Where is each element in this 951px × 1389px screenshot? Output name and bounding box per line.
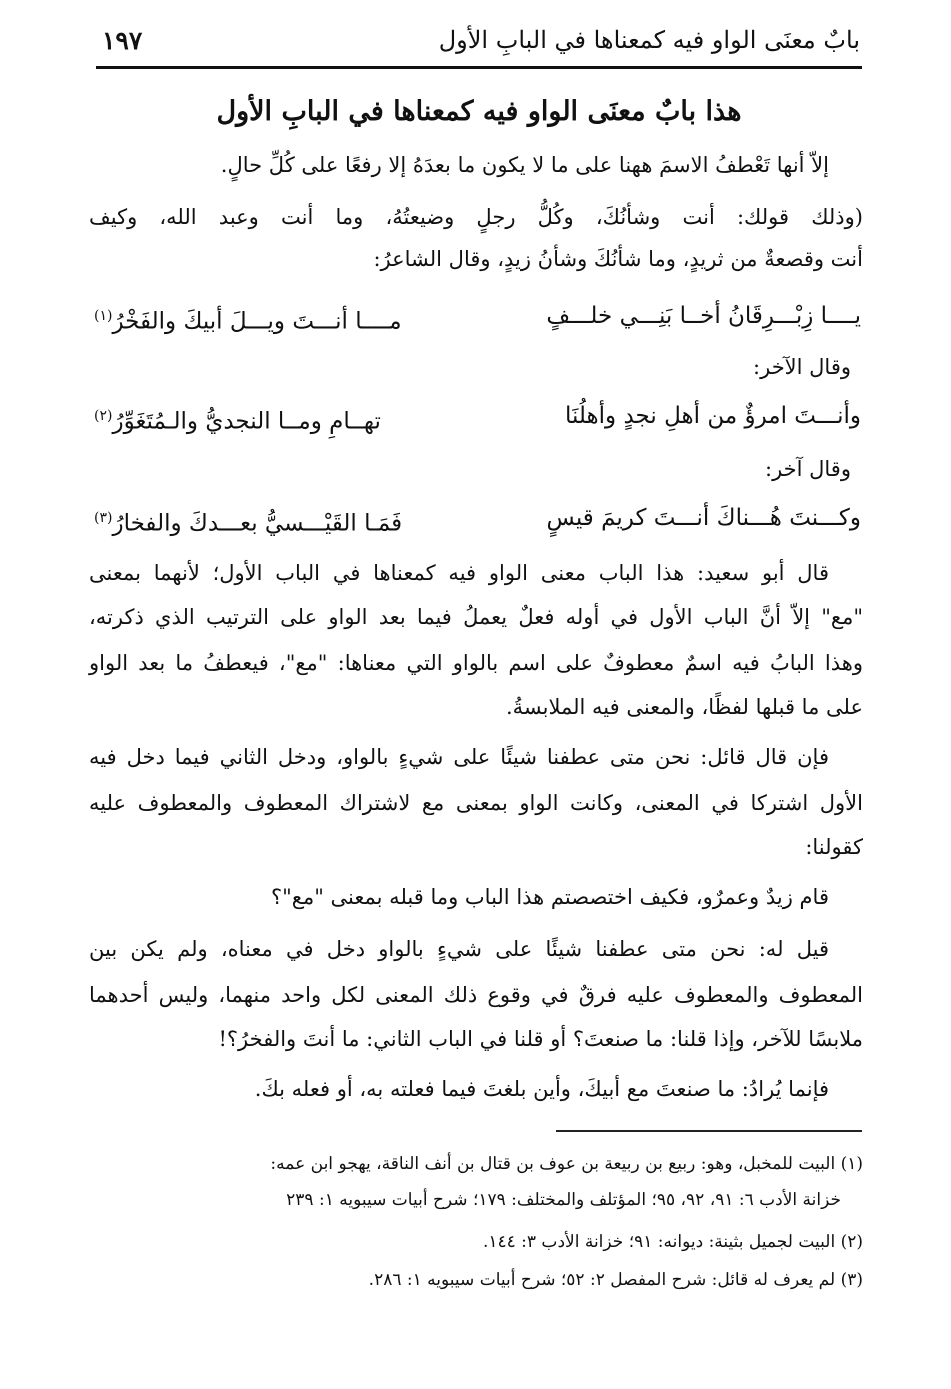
- footnote-1-line-2: خزانة الأدب ٦: ٩١، ٩٢، ٩٥؛ المؤتلف والمختلف: ١٧٩؛ شرح أبيات سيبويه ١: ٢٣٩: [286, 1190, 841, 1210]
- footnote-2: (٢) البيت لجميل بثينة: ديوانه: ٩١؛ خزانة الأدب ٣: ١٤٤.: [482, 1232, 863, 1252]
- said-other-1: وقال الآخر:: [753, 355, 851, 379]
- verse-2-first-hemistich: وأنـــتَ امرؤٌ من أهلِ نجدٍ وأهلُنَا: [564, 403, 861, 429]
- footnote-3: (٣) لم يعرف له قائل: شرح المفصل ٢: ٥٢؛ شرح أبيات سيبويه ١: ٢٨٦.: [368, 1270, 863, 1290]
- verse-2-second-hemistich: [94, 398, 381, 440]
- para-2-line-2: الأول اشتركا في المعنى، وكانت الواو بمعنى مع لاشتراك المعطوف والمعطوف عليه: [89, 791, 863, 815]
- footnote-ref-2: (٢): [94, 408, 113, 424]
- verse-1-second-hemistich: [94, 298, 402, 340]
- para-3-line-1: قيل له: نحن متى عطفنا شيئًا على شيءٍ بالواو دخل في معناه، ولم يكن بين: [89, 937, 829, 961]
- footnote-1-line-1: (١) البيت للمخبل، وهو: ربيع بن ربيعة بن عوف بن قتال بن أنف الناقة، يهجو ابن عمه:: [270, 1154, 863, 1174]
- running-title: بابٌ معنَى الواو فيه كمعناها في البابِ الأول: [438, 26, 860, 54]
- chapter-heading: هذا بابٌ معنَى الواو فيه كمعناها في البابِ الأول: [216, 96, 742, 127]
- para-1-line-3: وهذا البابُ فيه اسمٌ معطوفٌ على اسم بالواو التي معناها: "مع"، فيعطفُ ما بعد الواو: [89, 651, 863, 675]
- para-2-line-1: فإن قال قائل: نحن متى عطفنا شيئًا على شيءٍ بالواو، ودخل الثاني فيما دخل فيه: [89, 745, 829, 769]
- footnote-ref-3: (٣): [94, 510, 113, 526]
- verse-1-first-hemistich: يــــا زِبْـــرِقَانُ أخــا بَنِـــي خلـــفٍ: [546, 303, 861, 329]
- intro-line-3: أنت وقصعةٌ من ثريدٍ، وما شأنُكَ وشأنُ زيدٍ، وقال الشاعرُ:: [373, 247, 863, 271]
- verse-3-first-hemistich: وكـــنتَ هُـــناكَ أنـــتَ كريمَ قيسٍ: [546, 505, 861, 531]
- para-2-line-3: كقولنا:: [805, 835, 863, 859]
- header-rule: [96, 66, 862, 69]
- example-line: قام زيدٌ وعمرٌو، فكيف اختصصتم هذا الباب وما قبله بمعنى "مع"؟: [270, 885, 829, 909]
- verse-3-second-hemistich: [94, 500, 402, 542]
- intro-line-1: إلاّ أنها تَعْطفُ الاسمَ ههنا على ما لا يكون ما بعدَهُ إلا رفعًا على كُلِّ حالٍ.: [220, 153, 829, 177]
- verse-1-second-text: مــــا أنـــتَ ويـــلَ أبيكَ والفَخْرُ: [112, 308, 402, 335]
- intro-line-2: (وذلك قولك: أنت وشأنُكَ، وكُلُّ رجلٍ وضيعتُهُ، وما أنت وعبد الله، وكيف: [89, 205, 863, 229]
- verse-3-second-text: فَمَـا القَيْـــسيُّ بعـــدكَ والفخارُ: [112, 510, 403, 537]
- para-1-line-1: قال أبو سعيد: هذا الباب معنى الواو فيه كمعناها في الباب الأول؛ لأنهما بمعنى: [89, 561, 829, 585]
- para-3-line-2: المعطوف والمعطوف عليه فرقٌ في وقوع ذلك المعنى لكل واحد منهما، وليس أحدهما: [89, 983, 863, 1007]
- verse-2-second-text: تهــامِ ومــا النجديُّ والـمُتَغَوِّرُ: [112, 408, 381, 435]
- footnote-rule: [556, 1130, 862, 1132]
- para-1-line-4: على ما قبلها لفظًا، والمعنى فيه الملابسةُ.: [505, 695, 863, 719]
- para-3-line-3: ملابسًا للآخر، وإذا قلنا: ما صنعتَ؟ أو قلنا في الباب الثاني: ما أنتَ والفخرُ؟!: [218, 1027, 863, 1051]
- page-number: ١٩٧: [102, 26, 143, 55]
- said-other-2: وقال آخر:: [765, 457, 851, 481]
- para-4-line-1: فإنما يُرادُ: ما صنعتَ مع أبيكَ، وأين بلغتَ فيما فعلته به، أو فعله بكَ.: [254, 1077, 829, 1101]
- page-header: [96, 22, 860, 66]
- footnote-ref-1: (١): [94, 308, 113, 324]
- para-1-line-2: "مع" إلاّ أنَّ الباب الأول في أوله فعلٌ يعملُ فيما بعد الواو على الترتيب الذي ذكرته،: [89, 605, 863, 629]
